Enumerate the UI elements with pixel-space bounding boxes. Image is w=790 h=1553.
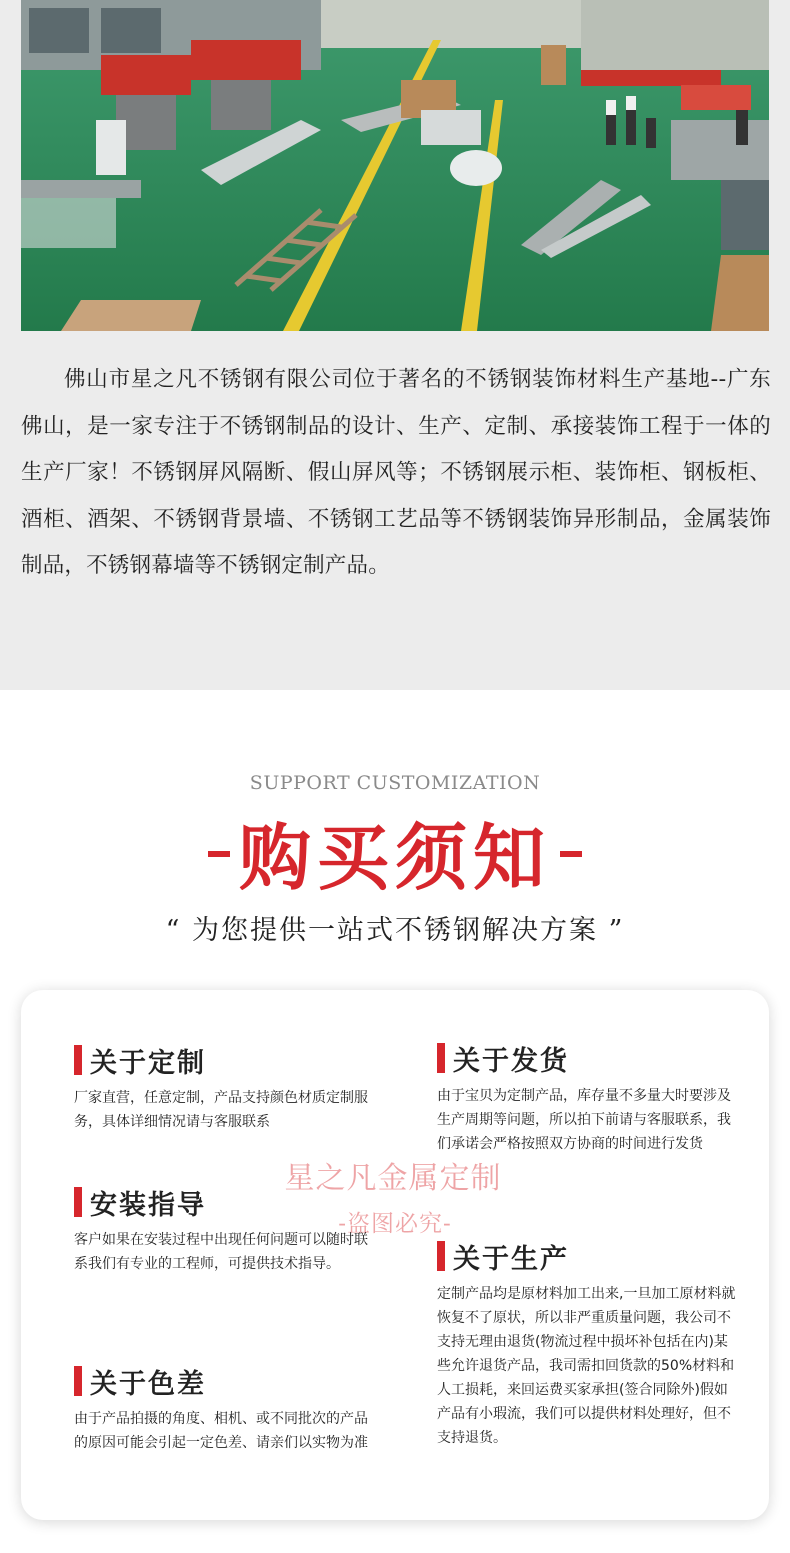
note-production-head [437,1238,737,1274]
note-production-title: 关于生产 [453,1243,569,1275]
brand-watermark: 星之凡金属定制 [284,1161,502,1196]
note-custom-body: 厂家直营，任意定制，产品支持颜色材质定制服务，具体详细情况请与客服联系 [74,1090,368,1130]
intro-section [0,0,790,690]
note-marker-bar [74,1045,82,1075]
solution-slogan: “ 为您提供一站式不锈钢解决方案 ” [165,915,625,946]
note-color-title: 关于色差 [90,1368,206,1400]
note-shipping-body: 由于宝贝为定制产品，库存量不多量大时要涉及生产周期等问题，所以拍下前请与客服联系，我们承诺会严格按照双方协商的时间进行发货 [437,1088,731,1152]
note-custom-head [74,1042,374,1078]
note-color-head [74,1363,374,1399]
factory-photo [21,0,769,331]
note-custom-title: 关于定制 [90,1047,206,1079]
copyright-watermark: -盗图必究- [338,1211,452,1237]
note-marker-bar [437,1043,445,1073]
title-dash-right [560,851,582,857]
note-marker-bar [74,1366,82,1396]
note-install-body: 客户如果在安装过程中出现任何问题可以随时联系我们有专业的工程师，可提供技术指导。 [74,1232,368,1272]
note-install-title: 安装指导 [90,1189,206,1221]
factory-photo-illustration [21,0,769,331]
note-production [437,1238,737,1450]
note-shipping-title: 关于发货 [453,1045,569,1077]
note-color-body: 由于产品拍摄的角度、相机、或不同批次的产品的原因可能会引起一定色差、请亲们以实物为准 [74,1411,368,1451]
note-shipping [437,1040,737,1156]
note-custom [74,1042,374,1134]
support-customization-subtitle: SUPPORT CUSTOMIZATION [249,772,541,794]
note-production-body: 定制产品均是原材料加工出来,一旦加工原材料就恢复不了原状，所以非严重质量问题，我公司不支持无理由退货(物流过程中损坏补包括在内)某些允许退货产品，我司需扣回货款的50%材料和人工损耗，来回运费买家承担(签合同除外)假如产品有小瑕流，我们可以提供材料处理好，但不支持退货。 [437,1286,736,1446]
note-marker-bar [437,1241,445,1271]
purchase-notice-title: 购买须知 [238,815,551,900]
main-title-wrap [0,800,790,900]
note-color [74,1363,374,1455]
note-shipping-head [437,1040,737,1076]
note-marker-bar [74,1187,82,1217]
title-dash-left [208,851,230,857]
company-intro-text: 佛山市星之凡不锈钢有限公司位于著名的不锈钢装饰材料生产基地--广东佛山，是一家专注于不锈钢制品的设计、生产、定制、承接装饰工程于一体的生产厂家！不锈钢屏风隔断、假山屏风等；不锈钢展示柜、装饰柜、钢板柜、酒柜、酒架、不锈钢背景墙、不锈钢工艺品等不锈钢装饰异形制品，金属装饰制品，不锈钢幕墙等不锈钢定制产品。 [21,367,771,578]
